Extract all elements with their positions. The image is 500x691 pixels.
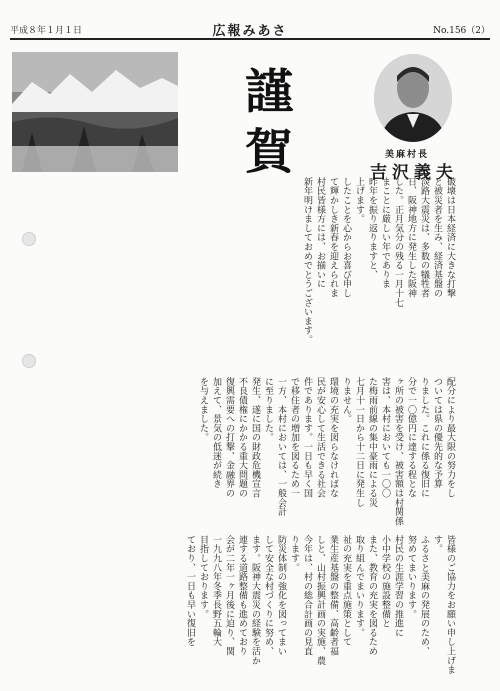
text-column: ヶ所の被害を受け、被害額は村関係 <box>393 377 403 526</box>
text-column: 一方、本村においては、一般会計 <box>276 377 286 517</box>
text-column: ついては県の優先的な予算 <box>432 377 442 489</box>
text-column: 連する道路整備も進めており <box>237 535 247 656</box>
text-column: した。正月気分の残る一月十七 <box>393 177 403 308</box>
text-column: 件であります。一日も早く国 <box>302 377 312 498</box>
text-column: 害は、本村においても一〇〇 <box>380 377 390 498</box>
text-column: りました。これに係る復旧に <box>419 377 429 498</box>
text-column: で移住者の増加を図るため一 <box>289 377 299 498</box>
text-column: 皆様のご協力をお願い申し上げます。 <box>432 535 455 675</box>
text-column: して安全な村づくりに努め、 <box>263 535 273 656</box>
text-band-2 <box>48 377 456 527</box>
text-column: と被災者を生み、経済基盤の <box>432 177 442 298</box>
text-column: 防災体制の強化を図ってまい <box>276 535 286 656</box>
text-column: 淡路大震災は、多数の犠牲者 <box>419 177 429 298</box>
text-band-1 <box>206 177 456 369</box>
text-column: 上げます。 <box>354 177 364 224</box>
text-column: 祉の充実を重点施策として <box>341 535 351 647</box>
text-column: 会が二年一ヶ月後に迫り、関 <box>224 535 234 656</box>
text-column: 七月十一日から十二日に発生し <box>354 377 364 508</box>
snowy-mountain-photo <box>12 52 178 172</box>
author-name: 吉沢義夫 <box>370 163 458 183</box>
text-column: 日、阪神地方に発生した阪神 <box>406 177 416 298</box>
text-column: りません。 <box>341 377 351 424</box>
text-column: 不良債権にかかる重大問題の <box>237 377 247 498</box>
text-column: 配分により最大限の努力をし <box>445 377 455 498</box>
page-header <box>10 20 490 40</box>
text-column: ており、一日も早い復旧を <box>185 535 195 647</box>
text-column: 復興需要への打撃、金融界の <box>224 377 234 498</box>
text-column: 小中学校の施設整備と <box>380 535 390 628</box>
text-column: 発生、遂に国の財政危機宣言 <box>250 377 260 498</box>
text-column: まことに厳しい年でありま <box>380 177 390 289</box>
text-column: しと、山村振興計画の実施、農 <box>315 535 325 666</box>
author-role: 美麻村長 <box>385 150 430 160</box>
text-column: ふるさと美麻の発展のため、 <box>419 535 429 656</box>
text-column: 今年は、村の総合計画の見直 <box>302 535 312 656</box>
new-year-calligraphy <box>240 56 298 178</box>
calligraphy-char-2: 賀 <box>244 124 294 178</box>
binding-hole <box>22 354 36 368</box>
text-column: 業生産基盤の整備、高齢者福 <box>328 535 338 656</box>
text-column: た梅雨前線の集中豪雨による災 <box>367 377 377 508</box>
text-column: に至りました。 <box>263 377 273 443</box>
text-column: て輝かしき新春を迎えられま <box>328 177 338 298</box>
text-band-3 <box>48 535 456 683</box>
text-column: 村民皆様方には、お揃いに <box>315 177 325 289</box>
text-column: ます。阪神大震災の経験を活か <box>250 535 260 666</box>
text-column: また、教育の充実を図るため <box>367 535 377 656</box>
text-column: 村民の生涯学習の推進に <box>393 535 403 638</box>
text-column: 分で一〇億円に達する程とな <box>406 377 416 498</box>
issue-number: No.156（2） <box>433 26 490 36</box>
text-column: 民が安心して生活できる社会 <box>315 377 325 498</box>
text-column: 加えて、景気の低迷が続き <box>211 377 221 489</box>
text-column: 努めてまいります。 <box>406 535 416 619</box>
text-column: 目指しております。 <box>198 535 208 619</box>
text-column: 新年明けましておめでとうございます。 <box>302 177 312 345</box>
binding-hole <box>22 232 36 246</box>
text-column: したことを心からお喜び申し <box>341 177 351 298</box>
text-column: ります。 <box>289 535 299 573</box>
text-column: 取り組んでまいります。 <box>354 535 364 638</box>
binding-holes <box>22 232 34 372</box>
mayor-portrait <box>374 54 452 142</box>
text-column: を与えました。 <box>198 377 208 443</box>
issue-date: 平成８年１月１日 <box>10 26 83 36</box>
publication-title: 広報みあさ <box>212 24 288 39</box>
article-body <box>48 177 456 687</box>
text-column: 一九九八年冬季長野五輪大 <box>211 535 221 647</box>
calligraphy-char-1: 謹 <box>244 64 294 120</box>
text-column: 環境の充実を図らなければな <box>328 377 338 498</box>
text-column: 昨年を振り返りますと、 <box>367 177 377 280</box>
text-column: 破壊は日本経済に大きな打撃 <box>445 177 455 298</box>
